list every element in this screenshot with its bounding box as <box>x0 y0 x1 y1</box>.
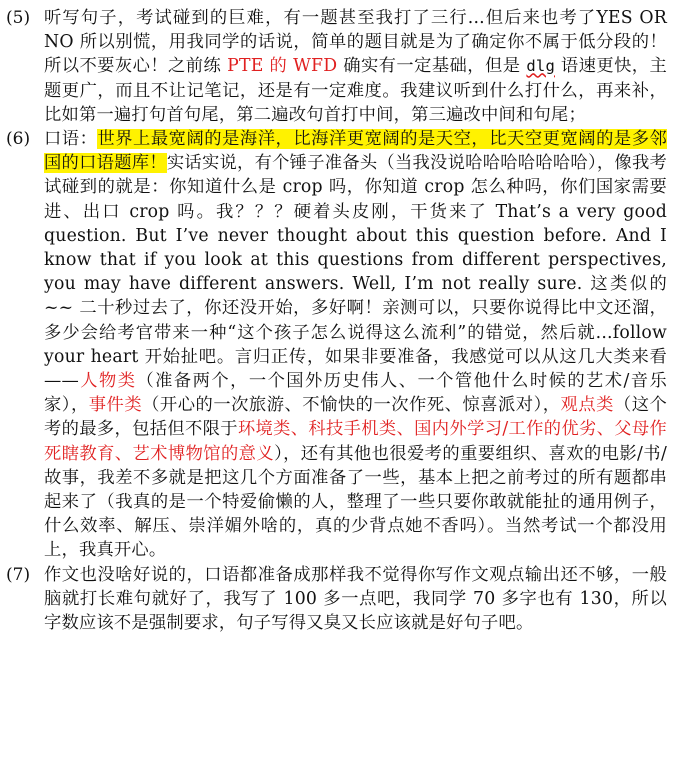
list-item-7 <box>6 563 667 636</box>
highlight-red-text: PTE 的 WFD <box>227 56 338 77</box>
topic-list: 环境类、科技手机类、国内外学习/工作的优劣、父母作死瞎教育、艺术博物馆的意义 <box>44 419 667 464</box>
text-run: （开心的一次旅游、不愉快的一次作死、惊喜派对）， <box>142 395 561 416</box>
underlined-term: dlg <box>526 57 555 76</box>
text-run: ），还有其他也很爱考的重要组织、喜欢的电影/书/故事，我差不多就是把这几个方面准备了一些，基本上把之前考过的所有题都串起来了（我真的是一个特爱偷懒的人，整理了一些只要你敢就能扯的通用例子，什么效率、解压、崇洋媚外啥的，真的少背点她不香吗）。当然考试一个都没用上，我真开心。 <box>44 443 667 561</box>
text-run: 语速更快，主题更广，而且不让记笔记，还是有一定难度。我建议听到什么打什么，再来补，比如第一遍打句首句尾，第二遍改句首打中间，第三遍改中间和句尾； <box>44 56 667 125</box>
text-run: （这个考的最多，包括但不限于 <box>44 395 668 440</box>
item-number: (6) <box>6 129 31 150</box>
list-item-6 <box>6 127 667 563</box>
text-run: 作文也没啥好说的，口语都准备成那样我不觉得你写作文观点输出还不够，一般脑就打长难句就好了，我写了 100 多一点吧，我同学 70 多字也有 130，所以字数应该不是强制要求，句子写得又臭又长应该就是好句子吧。 <box>44 564 667 634</box>
list-item-5 <box>6 6 667 127</box>
category-opinions: 观点类 <box>560 395 614 416</box>
item-text <box>44 563 667 636</box>
item-number: (7) <box>6 564 31 585</box>
text-run: 口语： <box>44 129 98 150</box>
highlighted-quote: 世界上最宽阔的是海洋，比海洋更宽阔的是天空，比天空更宽阔的是多邻国的口语题库！ <box>44 129 667 174</box>
category-events: 事件类 <box>88 395 143 416</box>
text-run: 实话实说，有个锤子准备头（当我没说哈哈哈哈哈哈哈），像我考试碰到的就是：你知道什么是 crop 吗，你知道 crop 怎么种吗，你们国家需要进、出口 crop 吗。我？？？硬着头皮刚，干货来了 That’s a very good question. But I’ve never thought about this question before. And I know that if you look at this questions from different perspectives, you may have different answers. Well, I’m not really sure. 这类似的~~ 二十秒过去了，你还没开始，多好啊！亲测可以，只要你说得比中文还溜，多少会给考官带来一种“这个孩子怎么说得这么流利”的错觉，然后就...follow your heart 开始扯吧。言归正传，如果非要准备，我感觉可以从这几大类来看—— <box>44 153 668 392</box>
item-text <box>44 6 667 127</box>
text-run: 确实有一定基础，但是 <box>337 56 527 77</box>
category-people: 人物类 <box>78 371 137 392</box>
text-run: （准备两个，一个国外历史伟人、一个管他什么时候的艺术/音乐家）， <box>44 371 668 416</box>
text-run: 听写句子，考试碰到的巨难，有一题甚至我打了三行...但后来也考了YES OR NO 所以别慌，用我同学的话说，简单的题目就是为了确定你不属于低分段的！所以不要灰心！之前练 <box>44 8 667 77</box>
item-text <box>44 127 667 563</box>
item-number: (5) <box>6 8 31 28</box>
